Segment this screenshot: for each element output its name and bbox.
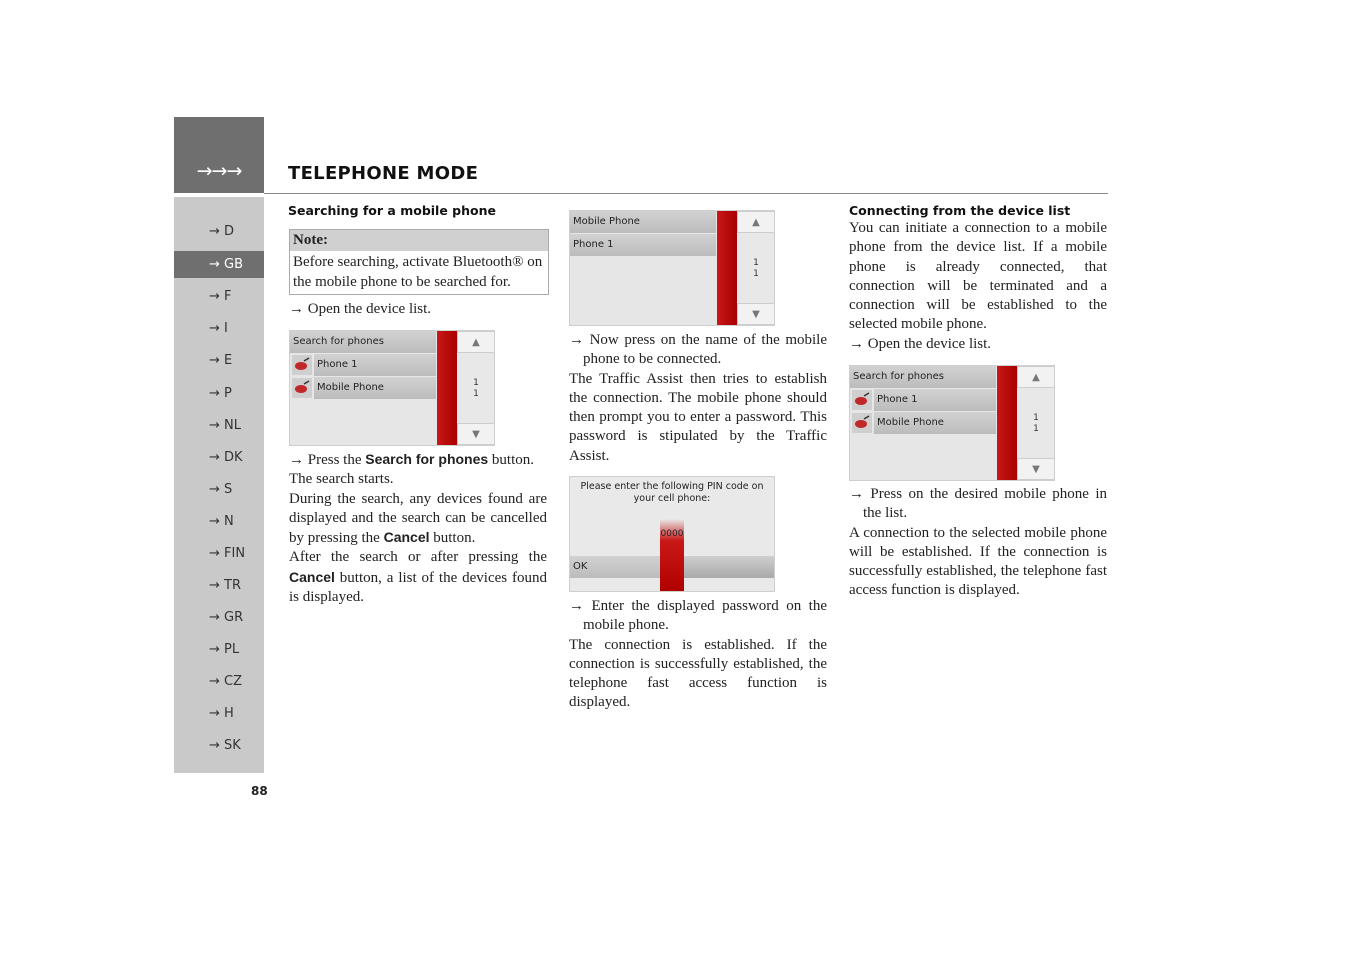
scroll-down-icon[interactable]: ▼ bbox=[1017, 458, 1055, 480]
language-sidebar bbox=[174, 197, 264, 773]
device-item-phone-1[interactable] bbox=[570, 234, 716, 256]
search-for-phones-button[interactable] bbox=[290, 331, 436, 353]
ok-label: OK bbox=[573, 561, 588, 572]
sidebar-item-p[interactable]: → P bbox=[209, 386, 232, 401]
mobile-phone-button[interactable] bbox=[570, 211, 716, 233]
paragraph: During the search, any devices found are displayed and the search can be cancelled by pressing the bbox=[289, 490, 547, 547]
sidebar-item-nl[interactable]: → NL bbox=[209, 418, 241, 433]
search-for-phones-button[interactable] bbox=[850, 366, 996, 388]
pin-prompt: Please enter the following PIN code on your cell phone: bbox=[580, 481, 764, 504]
scroll-up-icon[interactable]: ▲ bbox=[737, 211, 775, 233]
col3-text-2 bbox=[849, 485, 1107, 601]
paragraph: You can initiate a connection to a mobile phone from the device list. If a mobile phone is already connected, that connection will be terminated and a connection will be established to the selected mobile phone. bbox=[849, 220, 1107, 333]
sidebar-item-s[interactable]: → S bbox=[209, 482, 233, 497]
device-item-label: Phone 1 bbox=[317, 359, 358, 370]
ok-button[interactable] bbox=[570, 556, 660, 578]
note-text: Before searching, activate Bluetooth® on the mobile phone to be searched for. bbox=[293, 254, 543, 290]
section-heading-connect: Connecting from the device list bbox=[849, 203, 1071, 218]
step-text: → Press the bbox=[289, 452, 366, 468]
page-current: 1 bbox=[473, 378, 479, 388]
paragraph: The connection is established. If the connection is successfully established, the telephone fast access function is displayed. bbox=[569, 636, 827, 711]
paragraph: The search starts. bbox=[289, 471, 394, 488]
device-list-screen-2 bbox=[569, 210, 775, 326]
sidebar-item-dk[interactable]: → DK bbox=[209, 450, 243, 465]
paragraph: After the search or after pressing the bbox=[289, 549, 547, 566]
sidebar-item-fin[interactable]: → FIN bbox=[209, 546, 246, 561]
device-item-phone-1[interactable] bbox=[314, 354, 436, 376]
sidebar-item-e[interactable]: → E bbox=[209, 353, 233, 368]
page-number: 88 bbox=[251, 784, 268, 798]
scrollbar[interactable] bbox=[457, 331, 495, 445]
page-current: 1 bbox=[1033, 413, 1039, 423]
scroll-up-icon[interactable]: ▲ bbox=[1017, 366, 1055, 388]
phone-icon bbox=[292, 378, 312, 398]
selection-bar bbox=[717, 211, 737, 325]
col2-text-1 bbox=[569, 331, 827, 466]
scroll-down-icon[interactable]: ▼ bbox=[457, 423, 495, 445]
pin-screen bbox=[569, 476, 775, 592]
page-title: TELEPHONE MODE bbox=[288, 163, 479, 184]
page-total: 1 bbox=[753, 269, 759, 279]
device-item-label: Mobile Phone bbox=[877, 417, 944, 428]
device-list-screen-3 bbox=[849, 365, 1055, 481]
step-text: → Now press on the name of the mobile phone to be connected. bbox=[569, 332, 827, 368]
scrollbar[interactable] bbox=[1017, 366, 1055, 480]
sidebar-item-h[interactable]: → H bbox=[209, 706, 234, 721]
col1-text bbox=[289, 450, 547, 607]
cancel-ref: Cancel bbox=[383, 529, 430, 546]
header-arrows: →→→ bbox=[196, 160, 242, 182]
paragraph: button, a list of the devices found is displayed. bbox=[289, 569, 547, 606]
mobile-phone-label: Mobile Phone bbox=[573, 216, 640, 227]
pin-code: 0000 bbox=[660, 529, 684, 539]
sidebar-item-pl[interactable]: → PL bbox=[209, 642, 240, 657]
note-title: Note: bbox=[290, 230, 548, 251]
scrollbar[interactable] bbox=[737, 211, 775, 325]
paragraph: The Traffic Assist then tries to establish the connection. The mobile phone should then prompt you to enter a password. This password is stipulated by the Traffic Assist. bbox=[569, 370, 827, 464]
device-item-mobile-phone[interactable] bbox=[874, 412, 996, 434]
note-box bbox=[289, 229, 549, 295]
device-item-phone-1[interactable] bbox=[874, 389, 996, 411]
step-text: → Open the device list. bbox=[289, 301, 432, 317]
page-current: 1 bbox=[753, 258, 759, 268]
step-text: button. bbox=[488, 452, 535, 468]
sidebar-item-tr[interactable]: → TR bbox=[209, 578, 241, 593]
sidebar-item-sk[interactable]: → SK bbox=[209, 738, 241, 753]
sidebar-item-f[interactable]: → F bbox=[209, 289, 232, 304]
col2-text-2 bbox=[569, 597, 827, 713]
device-item-label: Phone 1 bbox=[877, 394, 918, 405]
phone-icon bbox=[852, 390, 872, 410]
page-total: 1 bbox=[1033, 424, 1039, 434]
paragraph: A connection to the selected mobile phone will be established. If the connection is successfully established, the telephone fast access function is displayed. bbox=[849, 524, 1107, 599]
sidebar-item-i[interactable]: → I bbox=[209, 321, 228, 336]
search-for-phones-label: Search for phones bbox=[293, 336, 384, 347]
step-text: → Open the device list. bbox=[849, 335, 992, 352]
step-text: → Press on the desired mobile phone in the list. bbox=[849, 486, 1107, 522]
paragraph: button. bbox=[429, 530, 476, 547]
scroll-up-icon[interactable]: ▲ bbox=[457, 331, 495, 353]
selection-bar bbox=[437, 331, 457, 445]
scroll-down-icon[interactable]: ▼ bbox=[737, 303, 775, 325]
search-for-phones-label: Search for phones bbox=[853, 371, 944, 382]
sidebar-item-gr[interactable]: → GR bbox=[209, 610, 244, 625]
device-item-label: Mobile Phone bbox=[317, 382, 384, 393]
sidebar-item-n[interactable]: → N bbox=[209, 514, 234, 529]
col1-step1 bbox=[289, 300, 547, 319]
sidebar-item-d[interactable]: → D bbox=[209, 224, 235, 239]
phone-icon bbox=[852, 413, 872, 433]
device-item-label: Phone 1 bbox=[573, 239, 614, 250]
step-text: → Enter the displayed password on the mobile phone. bbox=[569, 598, 827, 634]
selection-bar bbox=[997, 366, 1017, 480]
sidebar-item-gb[interactable]: → GB bbox=[174, 251, 264, 278]
page-total: 1 bbox=[473, 389, 479, 399]
sidebar-item-cz[interactable]: → CZ bbox=[209, 674, 243, 689]
device-list-screen-1 bbox=[289, 330, 495, 446]
phone-icon bbox=[292, 355, 312, 375]
pin-row-right bbox=[684, 556, 774, 578]
cancel-ref: Cancel bbox=[289, 568, 335, 585]
header-divider bbox=[264, 193, 1108, 194]
section-heading-search: Searching for a mobile phone bbox=[288, 203, 496, 218]
device-item-mobile-phone[interactable] bbox=[314, 377, 436, 399]
col3-text-1 bbox=[849, 219, 1107, 354]
search-for-phones-ref: Search for phones bbox=[365, 451, 489, 467]
